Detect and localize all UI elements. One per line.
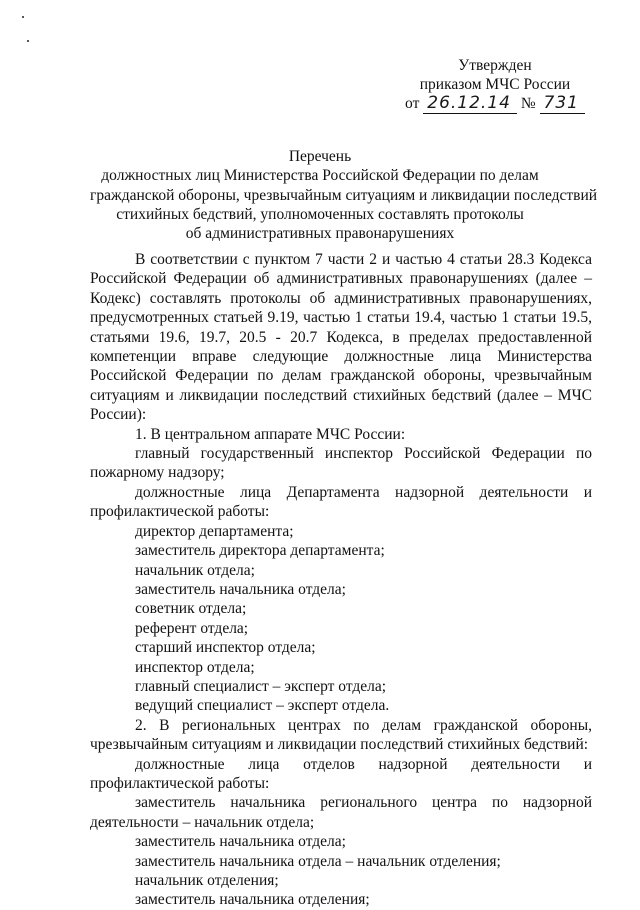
intro-paragraph: В соответствии с пунктом 7 части 2 и частью 4 статьи 28.3 Кодекса Российской Федерации об административных правонарушениях (далее – Кодекс) составлять протоколы об административных правонарушениях, предусмотренных статьей 9.19, частью 1 статьи 19.4, частью 1 статьи 19.5, статьями 19.6, 19.7, 20.5 - 20.7 Кодекса, в пределах предоставленной компетенции вправе следующие должностные лица Министерства Российской Федерации по делам гражданской обороны, чрезвычайным ситуациям и ликвидации последствий стихийных бедствий (далее – МЧС России): (90, 251, 592, 424)
section1-heading: 1. В центральном аппарате МЧС России: (135, 425, 406, 443)
list-item: начальник отдела; (135, 561, 255, 579)
title-line: должностных лиц Министерства Российской Федерации по делам (101, 167, 539, 185)
handwritten-number: 731 (540, 93, 585, 114)
document-body (90, 250, 592, 910)
list-item: инспектор отдела; (135, 658, 255, 676)
list-item: директор департамента; (135, 522, 294, 540)
document-title (90, 147, 598, 243)
list-item: заместитель начальника отдела – начальник отделения; (135, 852, 501, 870)
list-item: заместитель начальника отдела; (135, 833, 346, 851)
title-line: об административных правонарушениях (185, 225, 455, 243)
list-item: главный специалист – эксперт отдела; (135, 677, 387, 695)
deputy-head-item: заместитель начальника регионального центра по надзорной деятельности – начальник отдела; (90, 794, 592, 831)
scan-speck (27, 40, 29, 42)
departments-item: должностные лица отделов надзорной деятельности и профилактической работы: (90, 755, 592, 792)
department-item: должностные лица Департамента надзорной деятельности и профилактической работы: (90, 483, 592, 521)
list-item: ведущий специалист – эксперт отдела. (135, 697, 390, 715)
list-item: заместитель начальника отделения; (135, 891, 370, 909)
title-line: стихийных бедствий, уполномоченных составлять протоколы (116, 205, 524, 223)
list-item: советник отдела; (135, 600, 247, 618)
title-line: гражданской обороны, чрезвычайным ситуациям и ликвидации последствий (90, 186, 598, 204)
from-label: от (405, 95, 420, 112)
order-date-line (400, 94, 590, 113)
list-item: референт отдела; (135, 619, 249, 637)
approval-block (400, 56, 590, 113)
list-item: начальник отделения; (135, 872, 279, 889)
approved-label: Утвержден (458, 57, 532, 74)
list-item: заместитель директора департамента; (135, 542, 385, 560)
title-line: Перечень (288, 148, 352, 165)
number-label: № (520, 95, 536, 112)
order-label: приказом МЧС России (419, 76, 571, 93)
scan-speck (22, 16, 24, 18)
list-item: старший инспектор отдела; (135, 639, 316, 657)
handwritten-date: 26.12.14 (423, 93, 517, 114)
chief-inspector-item: главный государственный инспектор Российской Федерации по пожарному надзору; (90, 445, 592, 482)
section2-heading: 2. В региональных центрах по делам гражданской обороны, чрезвычайным ситуациям и ликвидации последствий стихийных бедствий: (90, 716, 592, 754)
list-item: заместитель начальника отдела; (135, 580, 346, 598)
